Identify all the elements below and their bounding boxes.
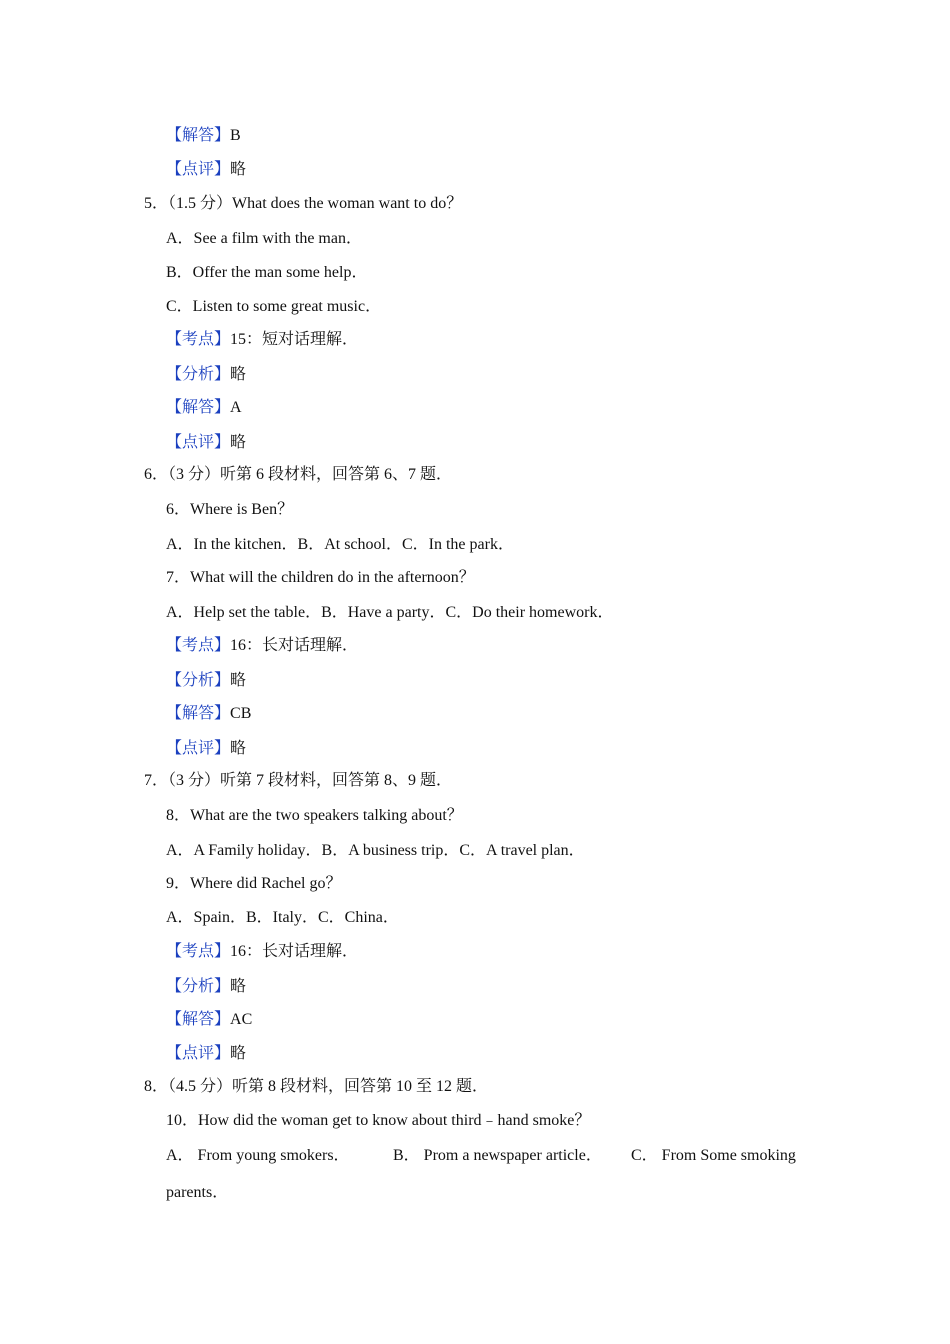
- comment-line: [166, 160, 246, 180]
- answer-tag: 【解答】: [166, 1011, 231, 1028]
- q6-kaodian: [166, 636, 358, 656]
- q7-kaodian: [166, 942, 358, 962]
- question-7-stem: [144, 771, 452, 791]
- comment-tag: 【点评】: [166, 740, 231, 757]
- kaodian-tag: 【考点】: [166, 943, 231, 960]
- fenxi-value: 略: [230, 978, 247, 995]
- question-text: （4.5 分）听第 8 段材料，回答第 10 至 12 题．: [168, 1078, 489, 1095]
- q5-option-b: B．Offer the man some help．: [166, 264, 368, 281]
- answer-value: CB: [230, 705, 252, 722]
- q7-fenxi: [166, 977, 246, 997]
- kaodian-value: 15：短对话理解．: [230, 331, 359, 348]
- q7-sub-question-2: 9．Where did Rachel go？: [166, 875, 342, 892]
- q5-kaodian: [166, 330, 358, 350]
- fenxi-tag: 【分析】: [166, 978, 231, 995]
- question-text: （3 分）听第 7 段材料，回答第 8、9 题．: [168, 772, 453, 789]
- question-number: 6．: [144, 466, 169, 483]
- question-8-stem: [144, 1077, 488, 1097]
- kaodian-value: 16：长对话理解．: [230, 943, 359, 960]
- comment-value: 略: [230, 161, 247, 178]
- q8-sub-1-option-b: B． Prom a newspaper article．: [393, 1147, 602, 1164]
- question-5-stem: [144, 194, 462, 214]
- answer-tag: 【解答】: [166, 705, 231, 722]
- comment-value: 略: [230, 740, 247, 757]
- fenxi-value: 略: [230, 366, 247, 383]
- question-text: （1.5 分）What does the woman want to do？: [168, 195, 463, 212]
- fenxi-tag: 【分析】: [166, 366, 231, 383]
- question-6-stem: [144, 465, 452, 485]
- comment-tag: 【点评】: [166, 434, 231, 451]
- question-number: 7．: [144, 772, 169, 789]
- q6-comment: [166, 739, 246, 759]
- q6-fenxi: [166, 671, 246, 691]
- kaodian-tag: 【考点】: [166, 637, 231, 654]
- answer-line: [166, 126, 241, 146]
- q6-sub-question-1: 6．Where is Ben？: [166, 501, 294, 518]
- q6-sub-question-2: 7．What will the children do in the afternoon？: [166, 569, 475, 586]
- comment-value: 略: [230, 434, 247, 451]
- answer-tag: 【解答】: [166, 399, 231, 416]
- q7-sub-1-options: A．A Family holiday．B．A business trip．C．A travel plan．: [166, 842, 585, 859]
- answer-value: A: [230, 399, 242, 416]
- q7-sub-question-1: 8．What are the two speakers talking about？: [166, 807, 463, 824]
- q5-option-a: A．See a film with the man．: [166, 230, 362, 247]
- q5-fenxi: [166, 365, 246, 385]
- q6-answer: [166, 704, 251, 724]
- q7-comment: [166, 1044, 246, 1064]
- q6-sub-1-options: A．In the kitchen．B．At school．C．In the park．: [166, 536, 514, 553]
- q5-answer: [166, 398, 242, 418]
- comment-tag: 【点评】: [166, 161, 231, 178]
- q6-sub-2-options: A．Help set the table．B．Have a party．C．Do their homework．: [166, 604, 614, 621]
- kaodian-tag: 【考点】: [166, 331, 231, 348]
- question-number: 8．: [144, 1078, 169, 1095]
- fenxi-tag: 【分析】: [166, 672, 231, 689]
- q8-sub-1-option-c: C． From Some smoking: [631, 1147, 796, 1164]
- q7-sub-2-options: A．Spain．B．Italy．C．China．: [166, 909, 399, 926]
- question-number: 5．: [144, 195, 169, 212]
- q8-sub-question-1: 10．How did the woman get to know about third﹣hand smoke？: [166, 1112, 591, 1129]
- q5-option-c: C．Listen to some great music．: [166, 298, 382, 315]
- q5-comment: [166, 433, 246, 453]
- answer-tag: 【解答】: [166, 127, 231, 144]
- kaodian-value: 16：长对话理解．: [230, 637, 359, 654]
- question-text: （3 分）听第 6 段材料，回答第 6、7 题．: [168, 466, 453, 483]
- q8-sub-1-option-c-continued: parents．: [166, 1184, 229, 1201]
- q8-sub-1-option-a: A． From young smokers．: [166, 1147, 350, 1164]
- q7-answer: [166, 1010, 252, 1030]
- fenxi-value: 略: [230, 672, 247, 689]
- answer-value: AC: [230, 1011, 253, 1028]
- comment-value: 略: [230, 1045, 247, 1062]
- comment-tag: 【点评】: [166, 1045, 231, 1062]
- answer-value: B: [230, 127, 241, 144]
